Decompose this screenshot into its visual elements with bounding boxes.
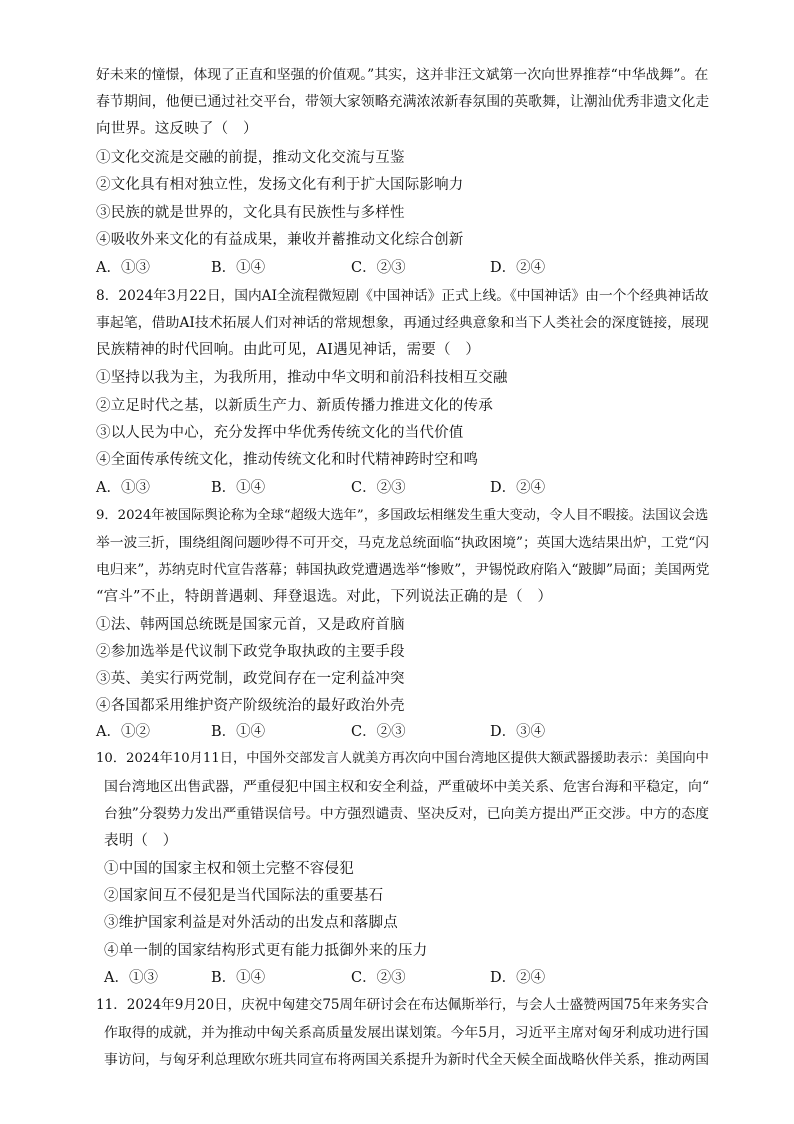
- q11-stem-line-3: 事访问，与匈牙利总理欧尔班共同宣布将两国关系提升为新时代全天候全面战略伙伴关系，推动两国: [104, 1052, 710, 1068]
- q7-item-2: ②文化具有相对独立性，发扬文化有利于扩大国际影响力: [96, 177, 464, 193]
- q8-option-c: C．②③: [351, 480, 406, 496]
- q10-item-3: ③维护国家利益是对外活动的出发点和落脚点: [104, 915, 398, 931]
- q8-item-4: ④全面传承传统文化，推动传统文化和时代精神跨时空和鸣: [96, 452, 479, 468]
- q10-option-a: A．①③: [104, 970, 158, 986]
- q9-option-d: D．③④: [490, 724, 546, 740]
- q9-stem-line-4: “宫斗”不止，特朗普遇刺、拜登退选。对此，下列说法正确的是（ ）: [96, 589, 553, 605]
- q9-item-3: ③英、美实行两党制，政党间存在一定利益冲突: [96, 671, 405, 687]
- q10-item-1: ①中国的国家主权和领土完整不容侵犯: [104, 861, 354, 877]
- q7-item-4: ④吸收外来文化的有益成果，兼收并蓄推动文化综合创新: [96, 232, 464, 248]
- q11-stem-line-1: 11．2024年9月20日，庆祝中匈建交75周年研讨会在布达佩斯举行，与会人士盛赞两国75年来务实合: [96, 997, 709, 1013]
- q8-option-a: A．①③: [96, 480, 150, 496]
- q9-stem-line-3: 电归来”，苏纳克时代宣告落幕；韩国执政党遭遇选举“惨败”，尹锡悦政府陷入“跛脚”局面；美国两党: [96, 562, 710, 578]
- q9-stem-line-2: 举一波三折，围绕组阁问题吵得不可开交，马克龙总统面临“执政困境”；英国大选结果出炉，工党“闪: [96, 535, 710, 551]
- q9-item-1: ①法、韩两国总统既是国家元首，又是政府首脑: [96, 617, 405, 633]
- q10-option-b: B．①④: [211, 970, 266, 986]
- q8-stem-line-1: 8．2024年3月22日，国内AI全流程微短剧《中国神话》正式上线。《中国神话》由一个个经典神话故: [96, 288, 709, 304]
- q8-item-2: ②立足时代之基，以新质生产力、新质传播力推进文化的传承: [96, 398, 493, 414]
- q8-stem-line-2: 事起笔，借助AI技术拓展人们对神话的常规想象，再通过经典意象和当下人类社会的深度链接，展现: [96, 315, 709, 331]
- q10-option-c: C．②③: [351, 970, 406, 986]
- q9-stem-line-1: 9．2024年被国际舆论称为全球“超级大选年”，多国政坛相继发生重大变动，令人目不暇接。法国议会选: [96, 508, 709, 523]
- q7-stem-line-3: 向世界。这反映了（ ）: [96, 121, 258, 137]
- q8-item-3: ③以人民为中心，充分发挥中华优秀传统文化的当代价值: [96, 425, 464, 441]
- q7-option-a: A．①③: [96, 260, 150, 276]
- q9-option-c: C．②③: [351, 724, 406, 740]
- q10-option-d: D．②④: [490, 970, 546, 986]
- q7-stem-line-1: 好未来的憧憬，体现了正直和坚强的价值观。”其实，这并非汪文斌第一次向世界推荐“中华战舞”。在: [96, 67, 709, 83]
- q10-item-4: ④单一制的国家结构形式更有能力抵御外来的压力: [104, 943, 428, 959]
- q10-stem-line-2: 国台湾地区出售武器，严重侵犯中国主权和安全利益，严重破坏中美关系、危害台海和平稳定，向“: [104, 779, 710, 795]
- q10-stem-line-4: 表明（ ）: [104, 833, 178, 849]
- q7-item-1: ①文化交流是交融的前提，推动文化交流与互鉴: [96, 150, 405, 166]
- q10-item-2: ②国家间互不侵犯是当代国际法的重要基石: [104, 888, 384, 904]
- q11-stem-line-2: 作取得的成就，并为推动中匈关系高质量发展出谋划策。今年5月，习近平主席对匈牙利成功进行国: [104, 1025, 709, 1041]
- q7-option-b: B．①④: [211, 260, 266, 276]
- q9-option-b: B．①④: [211, 724, 266, 740]
- q9-item-4: ④各国都采用维护资产阶级统治的最好政治外壳: [96, 698, 405, 714]
- q8-stem-line-3: 民族精神的时代回响。由此可见，AI遇见神话，需要（ ）: [96, 342, 481, 358]
- q7-option-d: D．②④: [490, 260, 546, 276]
- q7-option-c: C．②③: [351, 260, 406, 276]
- q9-item-2: ②参加选举是代议制下政党争取执政的主要手段: [96, 644, 405, 660]
- q8-option-d: D．②④: [490, 480, 546, 496]
- q10-stem-line-3: 台独”分裂势力发出严重错误信号。中方强烈谴责、坚决反对，已向美方提出严正交涉。中方的态度: [104, 806, 710, 822]
- q8-option-b: B．①④: [211, 480, 266, 496]
- q8-item-1: ①坚持以我为主，为我所用，推动中华文明和前沿科技相互交融: [96, 370, 508, 386]
- q9-option-a: A．①②: [96, 724, 150, 740]
- q7-stem-line-2: 春节期间，他便已通过社交平台，带领大家领略充满浓浓新春氛围的英歌舞，让潮汕优秀非遗文化走: [96, 94, 710, 110]
- q7-item-3: ③民族的就是世界的，文化具有民族性与多样性: [96, 205, 405, 221]
- q10-stem-line-1: 10．2024年10月11日，中国外交部发言人就美方再次向中国台湾地区提供大额武器援助表示：美国向中: [96, 751, 709, 766]
